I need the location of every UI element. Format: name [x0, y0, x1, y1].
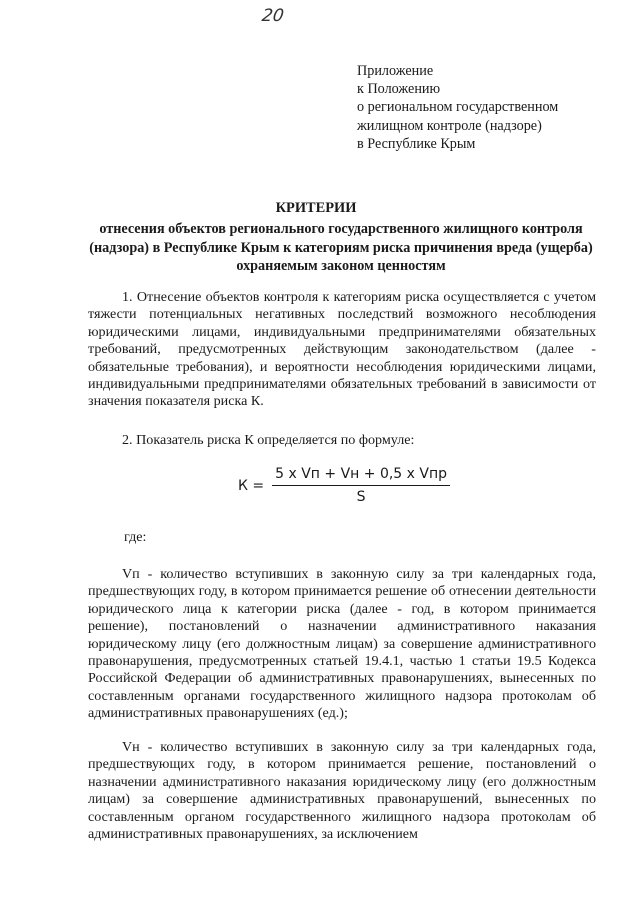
appendix-line: Приложение — [357, 63, 434, 79]
appendix-line: в Республике Крым — [357, 135, 476, 152]
appendix-line: о региональном государственном — [357, 99, 559, 116]
document-subtitle: отнесения объектов регионального государственного жилищного контроля (надзора) в Республике Крым к категориям риска причинения вреда (ущерба) охраняемым законом ценностям — [89, 221, 593, 274]
paragraph-vp: Vп - количество вступивших в законную силу за три календарных года, предшествующих году, в котором принимается решение об отнесении деятельности юридического лица к категории риска (далее - год, в котором принимается решение), постановлений о назначении административного наказания юридическому лицу (его должностным лицам) за совершение административного правонарушения, предусмотренных статьей 19.4.1, частью 1 статьи 19.5 Кодекса Российской Федерации об административных правонарушениях, вынесенных по составленным органами государственного жилищного надзора протоколам об административных правонарушениях (ед.); — [88, 566, 596, 722]
where-label: где: — [124, 529, 147, 545]
paragraph-1: 1. Отнесение объектов контроля к категориям риска осуществляется с учетом тяжести потенциальных негативных последствий возможного несоблюдения юридическими лицами, индивидуальными предпринимателями обязательных требований, предусмотренных действующим законодательством (далее - обязательные требования), и вероятности несоблюдения юридическими лицами, индивидуальными предпринимателями обязательных требований в зависимости от значения показателя риска К. — [88, 289, 596, 410]
document-title: КРИТЕРИИ — [275, 200, 357, 216]
paragraph-vn: Vн - количество вступивших в законную силу за три календарных года, предшествующих году, в котором принимается решение, постановлений о назначении административного наказания юридическому лицу (его должностным лицам) за совершение административных правонарушений, вынесенных по составленным органом государственного жилищного надзора протоколам об административных правонарушениях, за исключением — [88, 739, 596, 843]
formula-lhs: К = — [238, 477, 265, 494]
appendix-block — [357, 62, 558, 153]
appendix-line: жилищном контроле (надзоре) — [357, 117, 542, 134]
formula-numerator: 5 x Vп + Vн + 0,5 x Vпр — [275, 466, 448, 482]
risk-formula — [238, 466, 450, 505]
paragraph-2: 2. Показатель риска К определяется по формуле: — [122, 432, 415, 448]
formula-fraction — [272, 466, 450, 505]
page-number: 20 — [260, 6, 286, 26]
formula-denominator: S — [356, 489, 366, 505]
appendix-line: к Положению — [357, 81, 441, 98]
